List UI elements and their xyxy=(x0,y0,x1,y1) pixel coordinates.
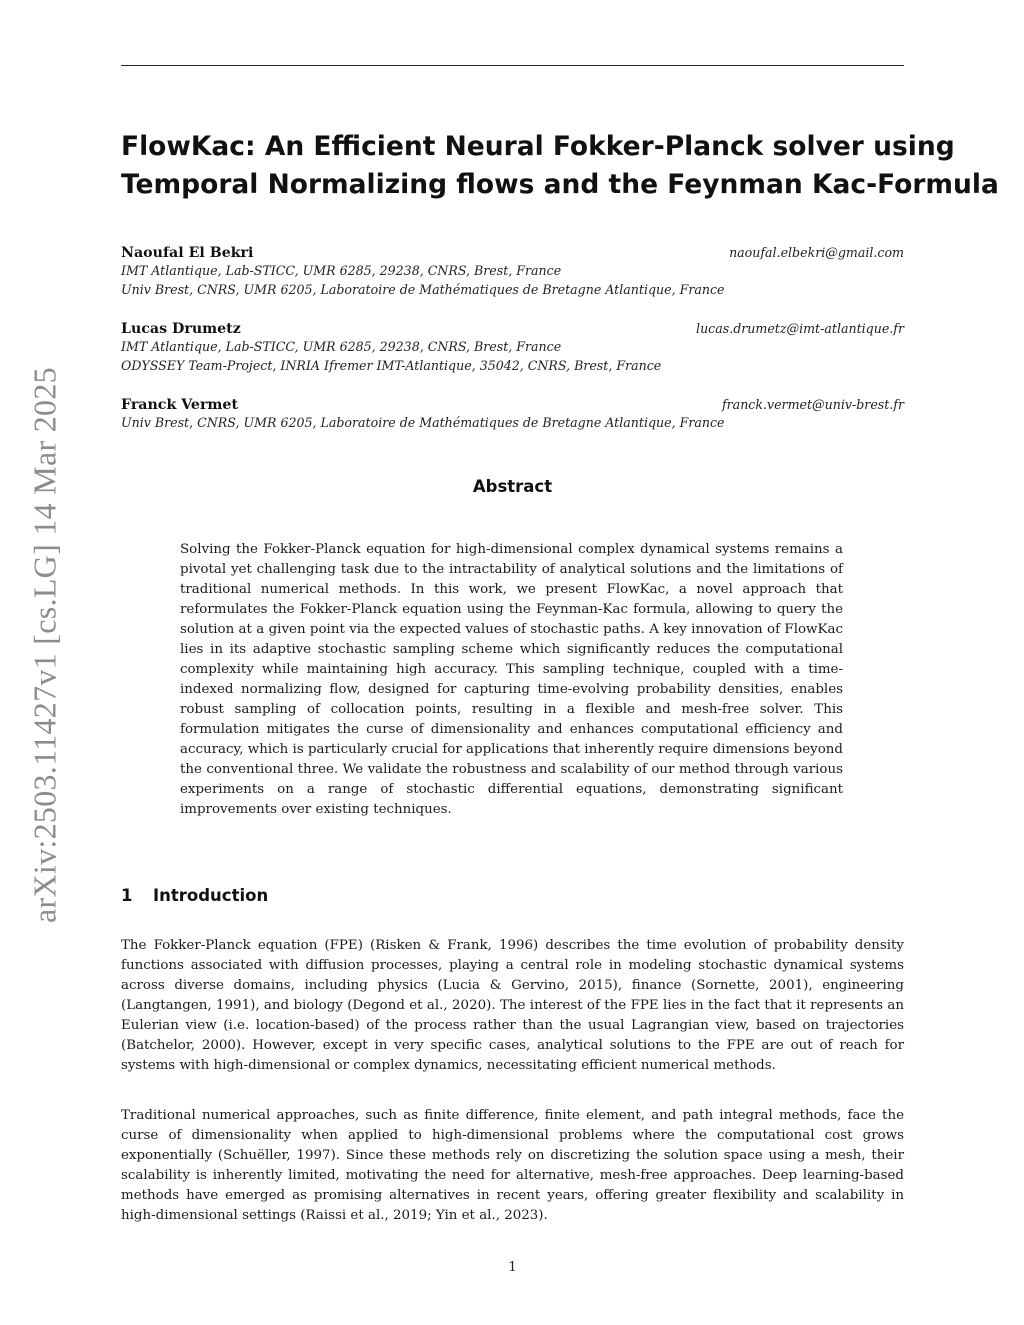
author-line xyxy=(121,242,904,261)
author-email[interactable]: lucas.drumetz@imt-atlantique.fr xyxy=(696,321,904,336)
page-number: 1 xyxy=(508,1260,517,1275)
author-line xyxy=(121,394,904,413)
author-affiliation: Univ Brest, CNRS, UMR 6205, Laboratoire de Mathématiques de Bretagne Atlantique, France xyxy=(121,415,725,430)
section-title: Introduction xyxy=(153,886,269,905)
abstract-heading: Abstract xyxy=(472,477,553,496)
author-block xyxy=(121,394,904,432)
author-name: Franck Vermet xyxy=(121,397,239,413)
body-paragraph: The Fokker-Planck equation (FPE) (Risken & Frank, 1996) describes the time evolution of probability density functions associated with diffusion processes, playing a central role in modeling stochastic dynamical systems across diverse domains, including physics (Lucia & Gervino, 2015), finance (Sornette, 2001), engineering (Langtangen, 1991), and biology (Degond et al., 2020). The interest of the FPE lies in the fact that it represents an Eulerian view (i.e. location-based) of the process rather than the usual Lagrangian view, based on trajectories (Batchelor, 2000). However, except in very specific cases, analytical solutions to the FPE are out of reach for systems with high-dimensional or complex dynamics, necessitating efficient numerical methods. xyxy=(121,938,904,1073)
author-affiliation: ODYSSEY Team-Project, INRIA Ifremer IMT-Atlantique, 35042, CNRS, Brest, France xyxy=(121,358,662,373)
section-number: 1 xyxy=(121,886,133,905)
top-rule xyxy=(121,65,904,66)
title-line-2: Temporal Normalizing flows and the Feynman Kac-Formula xyxy=(121,169,999,200)
abstract-text: Solving the Fokker-Planck equation for high-dimensional complex dynamical systems remains a pivotal yet challenging task due to the intractability of analytical solutions and the limitations of traditional numerical methods. In this work, we present FlowKac, a novel approach that reformulates the Fokker-Planck equation using the Feynman-Kac formula, allowing to query the solution at a given point via the expected values of stochastic paths. A key innovation of FlowKac lies in its adaptive stochastic sampling scheme which significantly reduces the computational complexity while maintaining high accuracy. This sampling technique, coupled with a time-indexed normalizing flow, designed for capturing time-evolving probability densities, enables robust sampling of collocation points, resulting in a flexible and mesh-free solver. This formulation mitigates the curse of dimensionality and enhances computational efficiency and accuracy, which is particularly crucial for applications that inherently require dimensions beyond the conventional three. We validate the robustness and scalability of our method through various experiments on a range of stochastic differential equations, demonstrating significant improvements over existing techniques. xyxy=(180,542,843,817)
author-block xyxy=(121,242,904,299)
author-list xyxy=(121,242,904,451)
arxiv-stamp: arXiv:2503.11427v1 [cs.LG] 14 Mar 2025 xyxy=(26,367,63,923)
author-line xyxy=(121,318,904,337)
author-email[interactable]: naoufal.elbekri@gmail.com xyxy=(729,245,904,260)
author-name: Naoufal El Bekri xyxy=(121,245,254,261)
paper-title xyxy=(121,128,999,204)
author-affiliation: Univ Brest, CNRS, UMR 6205, Laboratoire de Mathématiques de Bretagne Atlantique, France xyxy=(121,282,725,297)
title-line-1: FlowKac: An Efficient Neural Fokker-Planck solver using xyxy=(121,131,955,162)
author-name: Lucas Drumetz xyxy=(121,321,241,337)
body-paragraph: Traditional numerical approaches, such as finite difference, finite element, and path integral methods, face the curse of dimensionality when applied to high-dimensional problems where the computational cost grows exponentially (Schuëller, 1997). Since these methods rely on discretizing the solution space using a mesh, their scalability is inherently limited, motivating the need for alternative, mesh-free approaches. Deep learning-based methods have emerged as promising alternatives in recent years, offering greater flexibility and scalability in high-dimensional settings (Raissi et al., 2019; Yin et al., 2023). xyxy=(121,1108,904,1223)
author-affiliation: IMT Atlantique, Lab-STICC, UMR 6285, 29238, CNRS, Brest, France xyxy=(121,339,562,354)
section-heading xyxy=(121,885,904,907)
author-block xyxy=(121,318,904,375)
author-affiliation: IMT Atlantique, Lab-STICC, UMR 6285, 29238, CNRS, Brest, France xyxy=(121,263,562,278)
author-email[interactable]: franck.vermet@univ-brest.fr xyxy=(722,397,904,412)
